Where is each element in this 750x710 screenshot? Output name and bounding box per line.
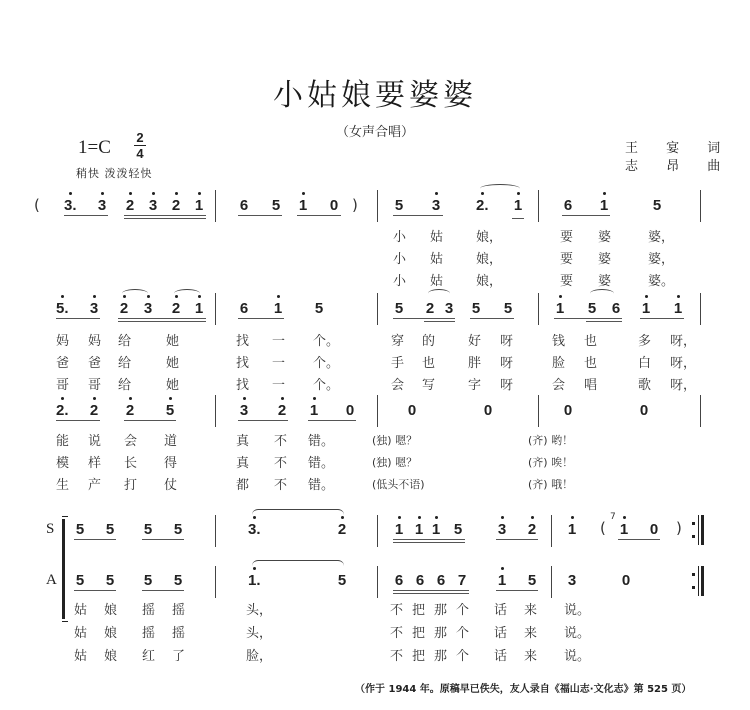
underline: [393, 318, 455, 319]
note: 6: [415, 572, 425, 589]
open-paren: (: [600, 519, 606, 537]
bar-line: [377, 566, 378, 598]
tie: [252, 509, 344, 518]
note: 1: [193, 197, 205, 214]
note: 7: [457, 572, 467, 589]
bar-line: [698, 566, 699, 596]
source-note: （作于 1944 年。原稿早已佚失，友人录自《福山志·文化志》第 525 页）: [355, 684, 692, 695]
repeat-dot: [692, 522, 695, 525]
soprano-label: S: [46, 521, 55, 537]
note: 1.: [248, 572, 260, 589]
rest: 0: [407, 402, 417, 419]
bar-line: [215, 515, 216, 547]
slur: [122, 289, 148, 298]
bar-line: [215, 395, 216, 427]
note: 5: [337, 572, 347, 589]
underline: [393, 539, 465, 540]
slur: [174, 289, 200, 298]
bar-line: [700, 293, 701, 325]
underline: [74, 539, 116, 540]
note: 5.: [56, 300, 68, 317]
underline: [297, 215, 341, 216]
repeat-bar: [701, 566, 704, 596]
underline: [142, 539, 184, 540]
note: 5: [173, 521, 183, 538]
repeat-dot: [692, 535, 695, 538]
close-paren: ): [352, 196, 358, 214]
open-paren: (: [34, 196, 40, 214]
note: 2: [336, 521, 348, 538]
bar-line: [215, 566, 216, 598]
note: 5: [143, 521, 153, 538]
note: 3: [147, 197, 159, 214]
note: 5: [75, 521, 85, 538]
note: 2.: [56, 402, 68, 419]
note: 1: [430, 521, 442, 538]
slur: [480, 184, 520, 193]
note: 1: [566, 521, 578, 538]
slur: [590, 289, 614, 298]
note: 5: [527, 572, 537, 589]
underline: [496, 539, 538, 540]
note: 2: [170, 197, 182, 214]
underline: [238, 318, 284, 319]
grace-note: 7: [610, 512, 616, 522]
note: 3.: [248, 521, 260, 538]
note: 5: [394, 197, 404, 214]
note: 0: [345, 402, 355, 419]
note: 1: [308, 402, 320, 419]
underline: [640, 318, 684, 319]
bar-line: [215, 293, 216, 325]
note: 2: [118, 300, 130, 317]
underline: [56, 420, 100, 421]
note: 5: [503, 300, 513, 317]
repeat-dot: [692, 573, 695, 576]
rest: 0: [639, 402, 649, 419]
note: 3: [96, 197, 108, 214]
alto-label: A: [46, 572, 57, 588]
note: 0: [329, 197, 339, 214]
bar-line: [215, 190, 216, 222]
note: 3: [496, 521, 508, 538]
slur: [428, 289, 450, 298]
underline: [118, 318, 206, 319]
repeat-dot: [692, 586, 695, 589]
key-signature: 1=C: [78, 137, 111, 158]
note: 5: [453, 521, 463, 538]
underline: [554, 318, 622, 319]
underline: [64, 215, 108, 216]
rest: 0: [563, 402, 573, 419]
note: 1: [598, 197, 610, 214]
time-sig-top: 2: [136, 130, 144, 145]
note: 6: [563, 197, 573, 214]
rest: 0: [621, 572, 631, 589]
note: 6: [239, 300, 249, 317]
underline: [586, 321, 622, 322]
underline: [424, 321, 455, 322]
note: 3: [142, 300, 154, 317]
underline: [512, 218, 524, 219]
credits: [625, 140, 732, 176]
bar-line: [377, 395, 378, 427]
note: 3: [88, 300, 100, 317]
note: 5: [75, 572, 85, 589]
note: 6: [394, 572, 404, 589]
note: 3: [444, 300, 454, 317]
note: 2: [88, 402, 100, 419]
underline: [393, 590, 469, 591]
note: 1: [193, 300, 205, 317]
underline: [118, 321, 206, 322]
underline: [496, 590, 538, 591]
note: 1: [272, 300, 284, 317]
note: 5: [587, 300, 597, 317]
note: 5: [471, 300, 481, 317]
bar-line: [377, 515, 378, 547]
bar-line: [698, 515, 699, 545]
time-sig-bottom: 4: [136, 146, 144, 161]
underline: [124, 420, 176, 421]
note: 1: [640, 300, 652, 317]
bar-line: [538, 293, 539, 325]
bar-line: [700, 190, 701, 222]
note: 5: [271, 197, 281, 214]
underline: [124, 218, 206, 219]
note: 5: [164, 402, 176, 419]
note: 6: [436, 572, 446, 589]
note: 2: [124, 197, 136, 214]
note: 2: [425, 300, 435, 317]
tie: [252, 560, 344, 569]
underline: [56, 318, 100, 319]
note: 1: [413, 521, 425, 538]
underline: [393, 593, 469, 594]
note: 3: [430, 197, 442, 214]
note: 1: [512, 197, 524, 214]
note: 6: [239, 197, 249, 214]
rest: 0: [483, 402, 493, 419]
underline: [470, 318, 514, 319]
bar-line: [538, 395, 539, 427]
note: 1: [618, 521, 630, 538]
note: 2: [526, 521, 538, 538]
bar-line: [551, 566, 552, 598]
bar-line: [538, 190, 539, 222]
note: 6: [611, 300, 621, 317]
note: 1: [297, 197, 309, 214]
note: 5: [105, 572, 115, 589]
lyricist: 王 宴 词: [625, 141, 733, 156]
note: 1: [554, 300, 566, 317]
bar-line: [700, 395, 701, 427]
note: 2: [276, 402, 288, 419]
underline: [74, 590, 116, 591]
song-title: 小姑娘要婆婆: [273, 78, 477, 113]
underline: [142, 590, 184, 591]
note: 5: [394, 300, 404, 317]
bracket-cap: [62, 516, 68, 520]
tempo-marking: 稍快 泼泼轻快: [76, 167, 153, 180]
note: 1: [393, 521, 405, 538]
underline: [308, 420, 356, 421]
underline: [238, 420, 288, 421]
note: 5: [143, 572, 153, 589]
note: 2: [170, 300, 182, 317]
note: 1: [496, 572, 508, 589]
system-bracket: [62, 519, 65, 619]
bar-line: [377, 190, 378, 222]
note: 5: [314, 300, 324, 317]
underline: [562, 215, 610, 216]
note: 5: [652, 197, 662, 214]
note: 2.: [476, 197, 488, 214]
note: 3.: [64, 197, 76, 214]
bracket-cap: [62, 618, 68, 622]
composer: 志 昂 曲: [625, 159, 733, 174]
note: 1: [672, 300, 684, 317]
underline: [618, 539, 660, 540]
time-signature: [134, 130, 146, 161]
underline: [238, 215, 282, 216]
note: 5: [105, 521, 115, 538]
bar-line: [551, 515, 552, 547]
note: 3: [238, 402, 250, 419]
note: 5: [173, 572, 183, 589]
underline: [393, 215, 443, 216]
underline: [393, 542, 465, 543]
note: 3: [567, 572, 577, 589]
subtitle: （女声合唱）: [335, 125, 414, 140]
note: 2: [124, 402, 136, 419]
rest: 0: [649, 521, 659, 538]
bar-line: [377, 293, 378, 325]
repeat-bar: [701, 515, 704, 545]
close-paren: ): [676, 519, 682, 537]
underline: [124, 215, 206, 216]
